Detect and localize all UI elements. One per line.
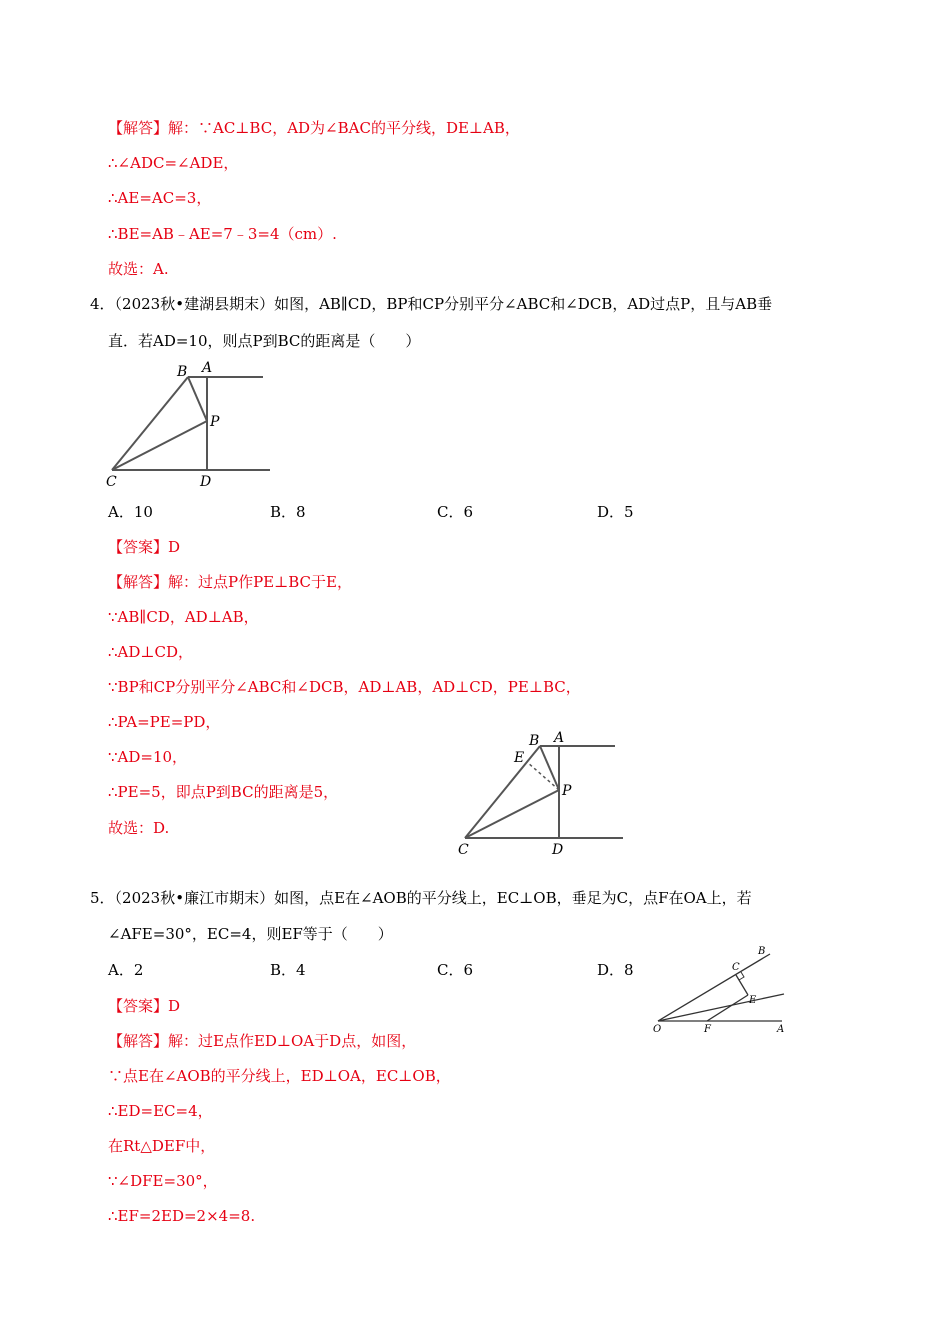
q5-ray-ob — [658, 954, 770, 1021]
q5-option-a: A．2 — [108, 961, 144, 979]
q4-label-b: B — [177, 364, 188, 380]
q5-solution-line-5: ∵∠DFE=30°， — [108, 1172, 218, 1190]
q5-solution-line-1: 【解答】解：过E点作ED⊥OA于D点，如图， — [108, 1032, 417, 1050]
q5-label-a: A — [777, 1024, 785, 1035]
q4-solution-figure — [455, 728, 635, 860]
prev-solution-line-1: 【解答】解：∵AC⊥BC，AD为∠BAC的平分线，DE⊥AB， — [108, 119, 520, 137]
q4-solution-line-5: ∴PA=PE=PD， — [108, 713, 221, 731]
q4-option-d: D．5 — [597, 503, 634, 521]
q4s-label-a: A — [554, 730, 565, 746]
prev-solution-line-4: ∴BE=AB﹣AE=7﹣3=4（cm）. — [108, 225, 337, 243]
prev-solution-line-2: ∴∠ADC=∠ADE， — [108, 154, 239, 172]
q4-option-a: A．10 — [108, 503, 153, 521]
q4s-line-pe — [527, 762, 559, 790]
q4-figure — [100, 358, 280, 488]
prev-solution-line-3: ∴AE=AC=3， — [108, 189, 212, 207]
q5-option-c: C．6 — [437, 961, 474, 979]
q4-answer: 【答案】D — [108, 538, 181, 556]
q5-solution-line-3: ∴ED=EC=4， — [108, 1102, 213, 1120]
q5-label-c: C — [732, 962, 740, 973]
q4-label-p: P — [210, 414, 220, 430]
q4-solution-line-4: ∵BP和CP分别平分∠ABC和∠DCB，AD⊥AB，AD⊥CD，PE⊥BC， — [108, 678, 581, 696]
q4s-line-cp — [465, 790, 559, 838]
q5-figure — [650, 940, 795, 1035]
q5-label-o: O — [653, 1024, 662, 1035]
q4-solution-line-3: ∴AD⊥CD， — [108, 643, 194, 661]
q5-line-fe — [707, 995, 748, 1021]
q4s-label-p: P — [562, 783, 572, 799]
q4s-line-bp — [540, 746, 559, 790]
q4s-line-bc — [465, 746, 540, 838]
q4-option-c: C．6 — [437, 503, 474, 521]
q5-answer: 【答案】D — [108, 997, 181, 1015]
q5-label-b: B — [758, 946, 766, 957]
q5-stem-line-2: ∠AFE=30°，EC=4，则EF等于（ ） — [108, 925, 393, 943]
q4-line-bc — [112, 377, 188, 470]
q4-solution-line-1: 【解答】解：过点P作PE⊥BC于E， — [108, 573, 352, 591]
q4-line-bp — [188, 377, 207, 421]
q5-label-e: E — [749, 995, 757, 1006]
q4-label-d: D — [200, 474, 212, 490]
q4-label-c: C — [106, 474, 117, 490]
q5-stem-line-1: 5．（2023秋•廉江市期末）如图，点E在∠AOB的平分线上，EC⊥OB，垂足为C，点F在OA上，若 — [90, 889, 752, 907]
q4s-label-d: D — [552, 842, 564, 858]
q4-solution-line-8: 故选：D. — [108, 819, 170, 837]
q4s-label-b: B — [529, 733, 540, 749]
q5-option-b: B．4 — [270, 961, 306, 979]
q4-label-a: A — [202, 360, 213, 376]
q4-stem-line-1: 4．（2023秋•建湖县期末）如图，AB∥CD，BP和CP分别平分∠ABC和∠DCB，AD过点P，且与AB垂 — [90, 295, 773, 313]
q5-solution-line-4: 在Rt△DEF中， — [108, 1137, 216, 1155]
q5-right-angle-mark — [739, 972, 744, 980]
q5-option-d: D．8 — [597, 961, 634, 979]
q4s-label-c: C — [458, 842, 469, 858]
q4-stem-line-2: 直．若AD=10，则点P到BC的距离是（ ） — [108, 332, 421, 350]
q5-ray-bisector — [658, 994, 784, 1021]
q5-solution-line-2: ∵点E在∠AOB的平分线上，ED⊥OA，EC⊥OB， — [108, 1067, 451, 1085]
q4s-label-e: E — [514, 750, 525, 766]
q4-option-b: B．8 — [270, 503, 306, 521]
q4-line-cp — [112, 421, 207, 470]
q5-label-f: F — [704, 1024, 711, 1035]
q4-solution-line-6: ∵AD=10， — [108, 748, 188, 766]
prev-solution-line-5: 故选：A. — [108, 260, 169, 278]
q5-solution-line-6: ∴EF=2ED=2×4=8. — [108, 1207, 256, 1225]
q4-solution-line-2: ∵AB∥CD，AD⊥AB， — [108, 608, 259, 626]
q4-solution-line-7: ∴PE=5，即点P到BC的距离是5， — [108, 783, 339, 801]
